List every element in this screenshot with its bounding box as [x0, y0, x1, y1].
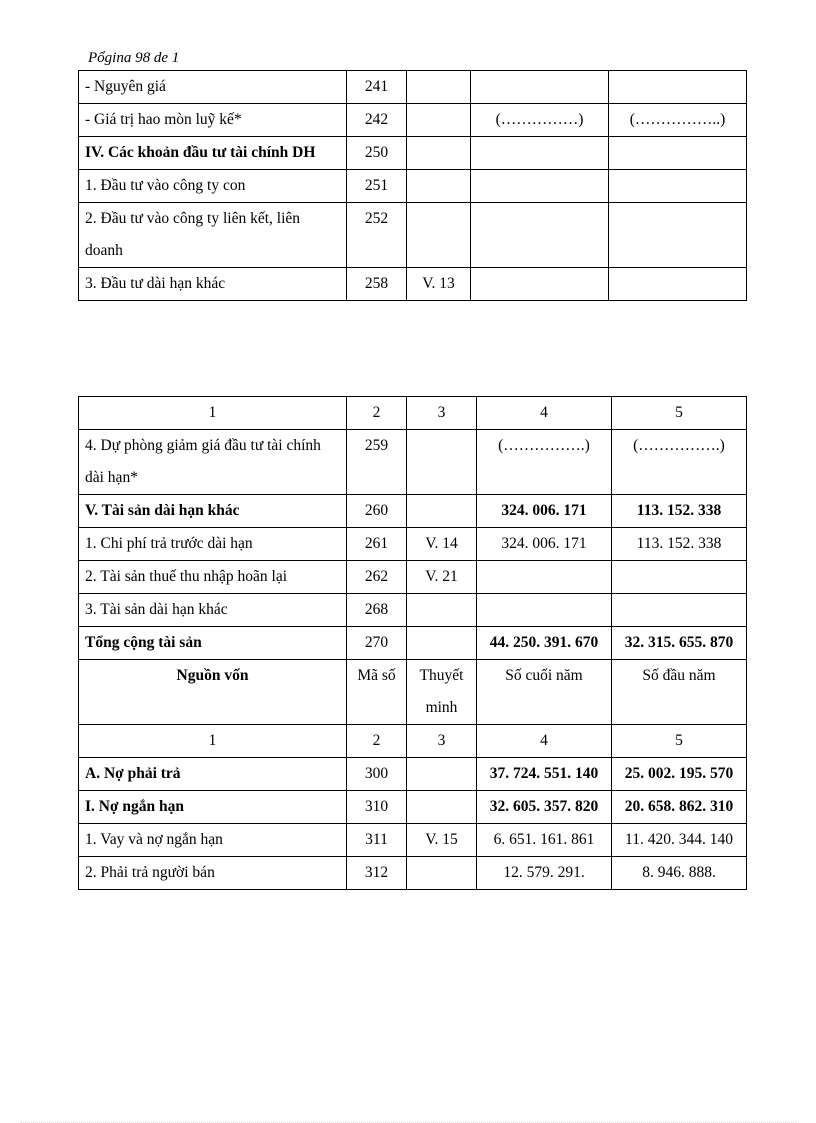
- column-index: 4: [477, 725, 612, 758]
- row-label: A. Nợ phải trả: [79, 758, 347, 791]
- row-beginning-of-year: 32. 315. 655. 870: [612, 627, 747, 660]
- sources-header-row: [79, 660, 747, 725]
- row-code: 300: [347, 758, 407, 791]
- row-note: [407, 430, 477, 495]
- page-header: Pổgina 98 de 1: [88, 50, 180, 66]
- table-row: [79, 203, 747, 268]
- row-beginning-of-year: [609, 203, 747, 268]
- row-end-of-year: [471, 268, 609, 301]
- row-beginning-of-year: [612, 561, 747, 594]
- row-note: [407, 71, 471, 104]
- row-beginning-of-year: 8. 946. 888.: [612, 857, 747, 890]
- row-label: IV. Các khoản đầu tư tài chính DH: [79, 137, 347, 170]
- row-beginning-of-year: [609, 268, 747, 301]
- row-note: V. 21: [407, 561, 477, 594]
- balance-sheet-table-2: [78, 396, 747, 890]
- column-index: 4: [477, 397, 612, 430]
- table-row: [79, 104, 747, 137]
- row-note: [407, 495, 477, 528]
- row-label: - Nguyên giá: [79, 71, 347, 104]
- row-code: 250: [347, 137, 407, 170]
- row-note: [407, 104, 471, 137]
- row-label: 1. Đầu tư vào công ty con: [79, 170, 347, 203]
- row-beginning-of-year: [609, 137, 747, 170]
- row-beginning-of-year: 113. 152. 338: [612, 528, 747, 561]
- column-index: 1: [79, 725, 347, 758]
- row-note: V. 14: [407, 528, 477, 561]
- row-label: 2. Đầu tư vào công ty liên kết, liên doanh: [79, 203, 347, 268]
- row-note: [407, 758, 477, 791]
- table-row: [79, 627, 747, 660]
- row-end-of-year: [471, 170, 609, 203]
- row-note: [407, 137, 471, 170]
- row-code: 261: [347, 528, 407, 561]
- row-code: 268: [347, 594, 407, 627]
- table-row: [79, 824, 747, 857]
- row-end-of-year: (……………): [471, 104, 609, 137]
- row-beginning-of-year: 11. 420. 344. 140: [612, 824, 747, 857]
- column-index: 3: [407, 397, 477, 430]
- balance-sheet-table-1: [78, 70, 747, 301]
- row-beginning-of-year: 25. 002. 195. 570: [612, 758, 747, 791]
- row-note: [407, 170, 471, 203]
- table-row: [79, 430, 747, 495]
- table-row: [79, 137, 747, 170]
- sources-header-begin: Số đầu năm: [612, 660, 747, 725]
- row-label: 1. Vay và nợ ngắn hạn: [79, 824, 347, 857]
- row-label: 2. Tài sản thuế thu nhập hoãn lại: [79, 561, 347, 594]
- row-label: - Giá trị hao mòn luỹ kế*: [79, 104, 347, 137]
- row-label: 4. Dự phòng giảm giá đầu tư tài chính dài hạn*: [79, 430, 347, 495]
- row-end-of-year: [477, 561, 612, 594]
- column-index: 3: [407, 725, 477, 758]
- table-row: [79, 857, 747, 890]
- row-code: 251: [347, 170, 407, 203]
- row-note: [407, 627, 477, 660]
- row-end-of-year: [471, 137, 609, 170]
- row-note: V. 15: [407, 824, 477, 857]
- row-note: [407, 791, 477, 824]
- table-row: [79, 594, 747, 627]
- row-code: 312: [347, 857, 407, 890]
- table-row: [79, 268, 747, 301]
- sources-header-note: Thuyết minh: [407, 660, 477, 725]
- row-code: 310: [347, 791, 407, 824]
- row-code: 258: [347, 268, 407, 301]
- row-label: 3. Đầu tư dài hạn khác: [79, 268, 347, 301]
- column-index-row: [79, 397, 747, 430]
- row-beginning-of-year: (……………..): [609, 104, 747, 137]
- column-index-row: [79, 725, 747, 758]
- table-row: [79, 71, 747, 104]
- row-end-of-year: [471, 203, 609, 268]
- column-index: 2: [347, 397, 407, 430]
- row-end-of-year: 12. 579. 291.: [477, 857, 612, 890]
- row-beginning-of-year: [609, 71, 747, 104]
- row-code: 270: [347, 627, 407, 660]
- row-end-of-year: [477, 594, 612, 627]
- table-row: [79, 758, 747, 791]
- row-end-of-year: [471, 71, 609, 104]
- row-code: 241: [347, 71, 407, 104]
- column-index: 5: [612, 725, 747, 758]
- row-code: 242: [347, 104, 407, 137]
- row-end-of-year: (…………….): [477, 430, 612, 495]
- row-label: Tổng cộng tài sản: [79, 627, 347, 660]
- table-row: [79, 170, 747, 203]
- row-beginning-of-year: 20. 658. 862. 310: [612, 791, 747, 824]
- row-note: [407, 203, 471, 268]
- table-row: [79, 495, 747, 528]
- sources-header-label: Nguồn vốn: [79, 660, 347, 725]
- sources-header-code: Mã số: [347, 660, 407, 725]
- row-note: V. 13: [407, 268, 471, 301]
- column-index: 2: [347, 725, 407, 758]
- row-code: 262: [347, 561, 407, 594]
- row-code: 260: [347, 495, 407, 528]
- row-label: 1. Chi phí trả trước dài hạn: [79, 528, 347, 561]
- table-row: [79, 561, 747, 594]
- row-code: 252: [347, 203, 407, 268]
- row-beginning-of-year: [609, 170, 747, 203]
- row-beginning-of-year: (…………….): [612, 430, 747, 495]
- row-end-of-year: 6. 651. 161. 861: [477, 824, 612, 857]
- column-index: 5: [612, 397, 747, 430]
- column-index: 1: [79, 397, 347, 430]
- row-end-of-year: 32. 605. 357. 820: [477, 791, 612, 824]
- table-row: [79, 528, 747, 561]
- row-label: 3. Tài sản dài hạn khác: [79, 594, 347, 627]
- row-label: I. Nợ ngắn hạn: [79, 791, 347, 824]
- row-end-of-year: 37. 724. 551. 140: [477, 758, 612, 791]
- sources-header-end: Số cuối năm: [477, 660, 612, 725]
- row-code: 311: [347, 824, 407, 857]
- row-label: V. Tài sản dài hạn khác: [79, 495, 347, 528]
- row-end-of-year: 324. 006. 171: [477, 528, 612, 561]
- row-note: [407, 857, 477, 890]
- row-beginning-of-year: 113. 152. 338: [612, 495, 747, 528]
- row-beginning-of-year: [612, 594, 747, 627]
- row-end-of-year: 324. 006. 171: [477, 495, 612, 528]
- table-row: [79, 791, 747, 824]
- row-label: 2. Phải trả người bán: [79, 857, 347, 890]
- row-code: 259: [347, 430, 407, 495]
- row-note: [407, 594, 477, 627]
- row-end-of-year: 44. 250. 391. 670: [477, 627, 612, 660]
